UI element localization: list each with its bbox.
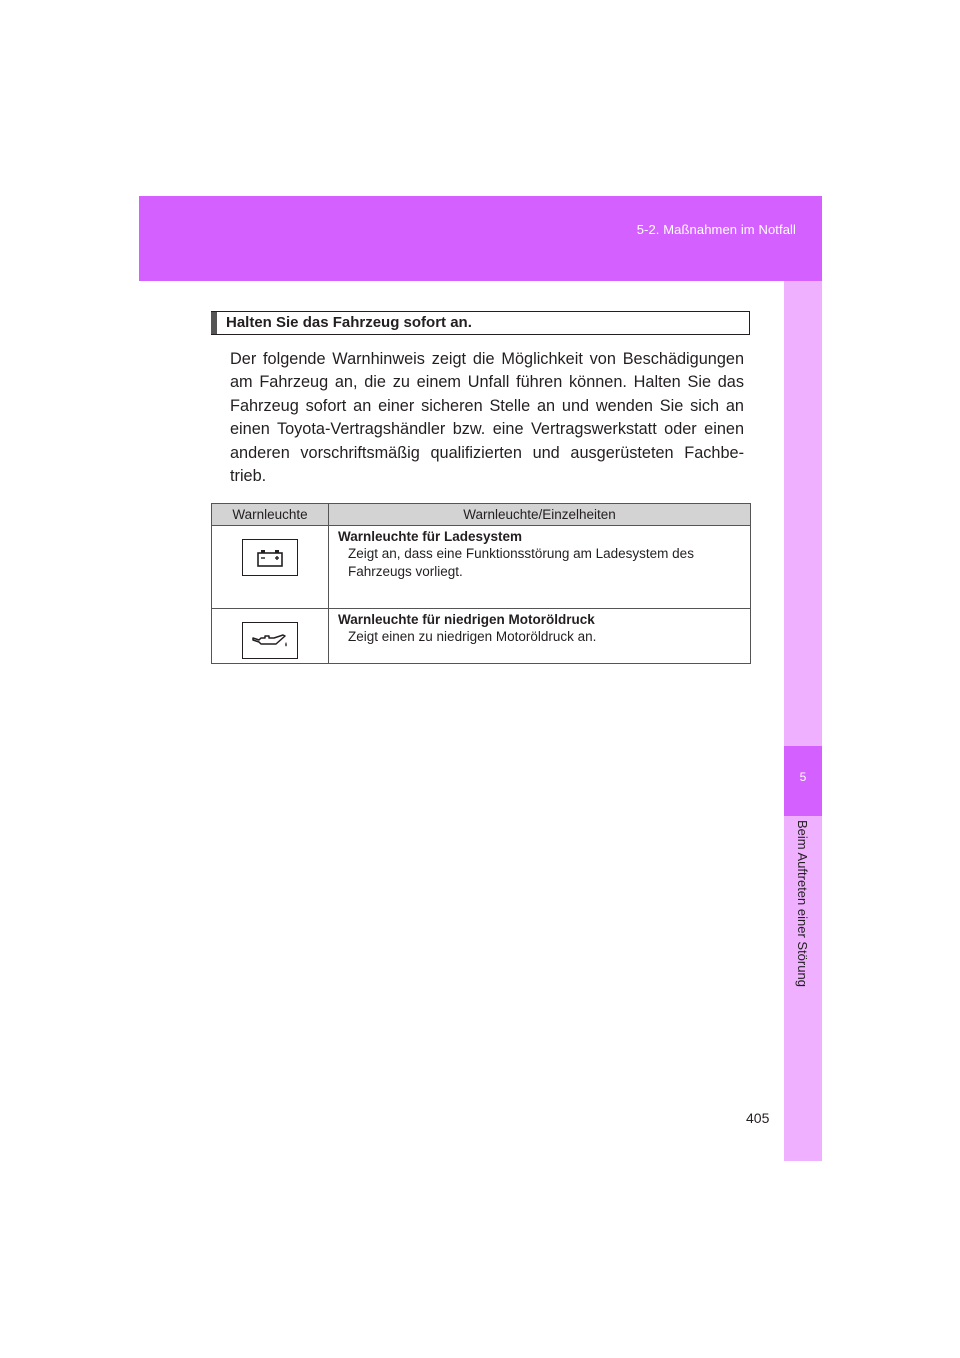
header-band bbox=[139, 196, 822, 281]
section-title: 5-2. Maßnahmen im Notfall bbox=[636, 222, 796, 237]
details-cell bbox=[329, 526, 751, 609]
body-paragraph: Der folgende Warnhinweis zeigt die Möglichkeit von Beschädigungen am Fahrzeug an, die zu einem Unfall führen können. Halten Sie das Fahrzeug sofort an einer sicheren Stelle an und wenden Sie sich an einen Toyota-Vertragshändler bzw. eine Vertragswerkstatt oder einen anderen vorschriftsmäßig qualifizierten und ausgerüsteten Fachbe-trieb. bbox=[230, 350, 744, 486]
oil-can-icon bbox=[250, 631, 290, 651]
section-heading: Halten Sie das Fahrzeug sofort an. bbox=[226, 314, 472, 331]
chapter-box bbox=[784, 746, 822, 816]
page-number: 405 bbox=[746, 1110, 770, 1126]
table-header-warnleuchte: Warnleuchte bbox=[212, 504, 329, 526]
chapter-number: 5 bbox=[799, 770, 807, 784]
battery-icon bbox=[255, 548, 285, 568]
icon-frame bbox=[242, 622, 298, 659]
side-tab bbox=[784, 281, 822, 1161]
icon-cell bbox=[212, 609, 329, 664]
icon-frame bbox=[242, 539, 298, 576]
table-header-row bbox=[212, 504, 751, 526]
chapter-label bbox=[784, 820, 822, 1010]
heading-bar bbox=[211, 312, 217, 334]
entry-title: Warnleuchte für niedrigen Motoröldruck bbox=[338, 612, 595, 627]
details-cell bbox=[329, 609, 751, 664]
chapter-title: Beim Auftreten einer Störung bbox=[795, 820, 810, 987]
section-heading-box bbox=[211, 311, 750, 335]
entry-title: Warnleuchte für Ladesystem bbox=[338, 529, 523, 544]
entry-description: Zeigt einen zu niedrigen Motoröldruck an. bbox=[348, 629, 597, 644]
warning-table bbox=[211, 503, 751, 664]
table-row bbox=[212, 526, 751, 609]
entry-description: Zeigt an, dass eine Funktionsstörung am Ladesystem des Fahrzeugs vorliegt. bbox=[348, 546, 694, 579]
icon-cell bbox=[212, 526, 329, 609]
table-header-details: Warnleuchte/Einzelheiten bbox=[329, 504, 751, 526]
table-row bbox=[212, 609, 751, 664]
